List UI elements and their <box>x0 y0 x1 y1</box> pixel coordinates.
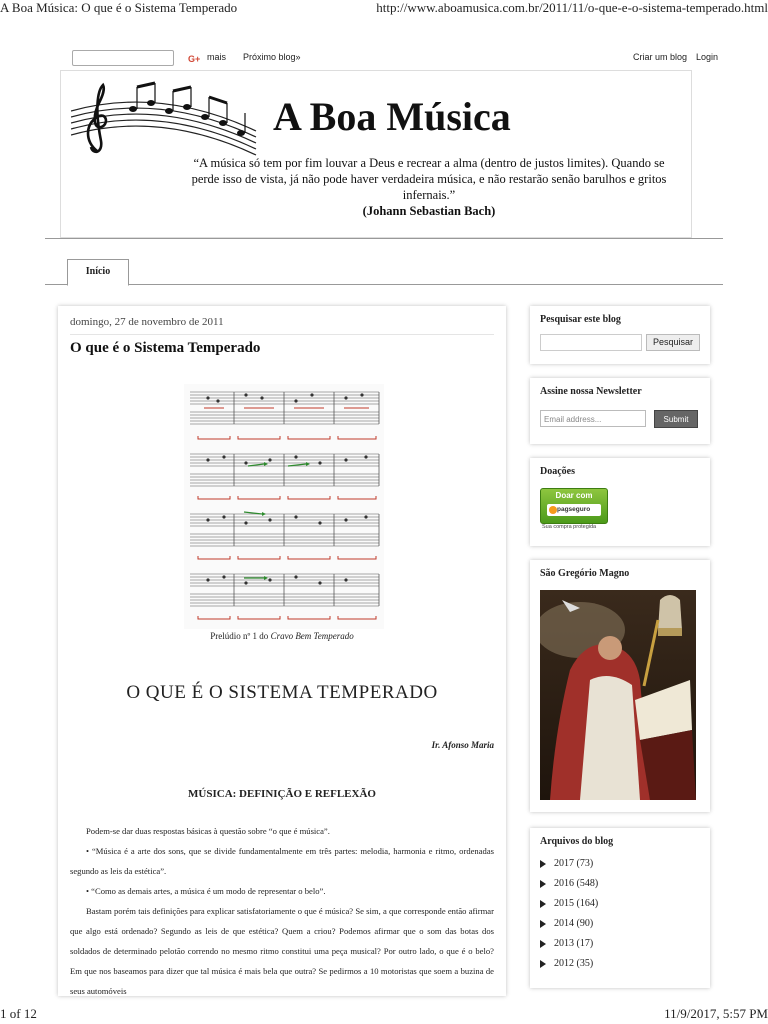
email-field[interactable]: Email address... <box>540 410 646 427</box>
image-caption <box>58 631 506 641</box>
archive-year[interactable]: 2017 <box>554 858 574 869</box>
article-body <box>70 821 494 996</box>
archive-year-item[interactable] <box>540 916 598 936</box>
archive-year-item[interactable] <box>540 856 598 876</box>
archive-count: (17) <box>576 938 594 949</box>
article-heading: O QUE É O SISTEMA TEMPERADO <box>126 682 438 703</box>
archive-year-item[interactable] <box>540 876 598 896</box>
blog-post <box>58 306 506 996</box>
navbar-search-input[interactable] <box>72 50 174 66</box>
archive-year[interactable]: 2012 <box>554 958 574 969</box>
pagseguro-logo-icon: pagseguro <box>547 504 601 516</box>
newsletter-widget <box>530 378 710 444</box>
caption-prefix: Prelúdio nº 1 do <box>210 631 271 641</box>
blog-title[interactable]: A Boa Música <box>273 94 511 139</box>
donation-note: Sua compra protegida <box>542 524 597 530</box>
quote-author: (Johann Sebastian Bach) <box>362 204 496 218</box>
print-page-number: 1 of 12 <box>0 1006 37 1021</box>
next-blog-link[interactable]: Próximo blog» <box>243 52 301 62</box>
article-paragraph: Bastam porém tais definições para explicar satisfatoriamente o que é música? Se sim, a que corresponde então afirmar que algo está ordenado? Segundo as leis de que estética? Quem a criou? Podemos afirmar que o som das botas dos soldados de determinado pelotão correndo no mesmo ritmo constitui uma peça musical? Por outro lado, o que é o belo? Em que nos baseamos para dizer que tal música é mais bela que outra? Se pedirmos a 10 motoristas que soem a buzina de seus automóveis <box>70 906 494 996</box>
archive-year[interactable]: 2016 <box>554 878 574 889</box>
archive-year-item[interactable] <box>540 896 598 916</box>
archive-count: (73) <box>576 858 594 869</box>
archive-year[interactable]: 2015 <box>554 898 574 909</box>
donate-label: Doar com <box>555 491 593 500</box>
saint-title: São Gregório Magno <box>540 568 630 579</box>
archive-year-item[interactable] <box>540 956 598 976</box>
donations-widget <box>530 458 710 546</box>
expand-triangle-icon[interactable] <box>540 920 546 928</box>
archive-count: (35) <box>576 958 594 969</box>
archive-widget <box>530 828 710 988</box>
blog-search-input[interactable] <box>540 334 642 351</box>
search-button[interactable]: Pesquisar <box>646 334 700 351</box>
newsletter-title: Assine nossa Newsletter <box>540 386 642 397</box>
print-page-title: A Boa Música: O que é o Sistema Temperado <box>0 0 238 15</box>
expand-triangle-icon[interactable] <box>540 860 546 868</box>
tab-inicio[interactable]: Início <box>67 259 129 286</box>
pagseguro-donate-button[interactable] <box>540 488 608 524</box>
donations-title: Doações <box>540 466 575 477</box>
expand-triangle-icon[interactable] <box>540 960 546 968</box>
saint-gregory-painting[interactable] <box>540 590 696 800</box>
blogger-navbar <box>72 48 722 68</box>
bach-quote: “A música só tem por fim louvar a Deus e recrear a alma (dentro de justos limites). Quando se perde isso de vista, já não pode haver verdadeira música, e não restarão senão barulhos e gritos infernais.” <box>191 156 667 202</box>
print-datetime: 11/9/2017, 5:57 PM <box>664 1006 768 1021</box>
google-plus-icon[interactable]: G+ <box>188 54 201 64</box>
login-link[interactable]: Login <box>695 52 718 62</box>
blog-header <box>60 70 692 238</box>
archive-count: (164) <box>576 898 599 909</box>
tabs-divider <box>45 284 723 285</box>
blog-description <box>179 155 679 219</box>
post-date: domingo, 27 de novembro de 2011 <box>70 316 224 328</box>
archive-count: (548) <box>576 878 599 889</box>
article-subheading: MÚSICA: DEFINIÇÃO E REFLEXÃO <box>188 788 376 800</box>
header-divider <box>45 238 723 239</box>
saint-widget <box>530 560 710 812</box>
archive-year-item[interactable] <box>540 936 598 956</box>
archive-count: (90) <box>576 918 594 929</box>
expand-triangle-icon[interactable] <box>540 880 546 888</box>
archive-list <box>540 856 598 976</box>
article-paragraph: • “Música é a arte dos sons, que se divide fundamentalmente em três partes: melodia, harmonia e ritmo, ordenadas segundo as leis da estética”. <box>70 846 494 876</box>
expand-triangle-icon[interactable] <box>540 900 546 908</box>
sheet-music-image[interactable] <box>184 384 384 629</box>
article-paragraph: • “Como as demais artes, a música é um modo de representar o belo”. <box>86 886 326 896</box>
post-title[interactable]: O que é o Sistema Temperado <box>70 340 261 356</box>
search-widget <box>530 306 710 364</box>
article-author: Ir. Afonso Maria <box>431 740 494 750</box>
date-divider <box>70 334 494 335</box>
expand-triangle-icon[interactable] <box>540 940 546 948</box>
create-blog-link[interactable]: Criar um blog <box>632 52 687 62</box>
search-widget-title: Pesquisar este blog <box>540 314 621 325</box>
submit-button[interactable]: Submit <box>654 410 698 428</box>
music-staff-logo <box>71 81 261 159</box>
more-link[interactable]: mais <box>207 52 227 62</box>
caption-work: Cravo Bem Temperado <box>270 631 354 641</box>
archive-title: Arquivos do blog <box>540 836 614 847</box>
print-page-url: http://www.aboamusica.com.br/2011/11/o-que-e-o-sistema-temperado.html <box>376 0 768 15</box>
archive-year[interactable]: 2014 <box>554 918 574 929</box>
archive-year[interactable]: 2013 <box>554 938 574 949</box>
article-paragraph: Podem-se dar duas respostas básicas à questão sobre “o que é música”. <box>86 826 330 836</box>
